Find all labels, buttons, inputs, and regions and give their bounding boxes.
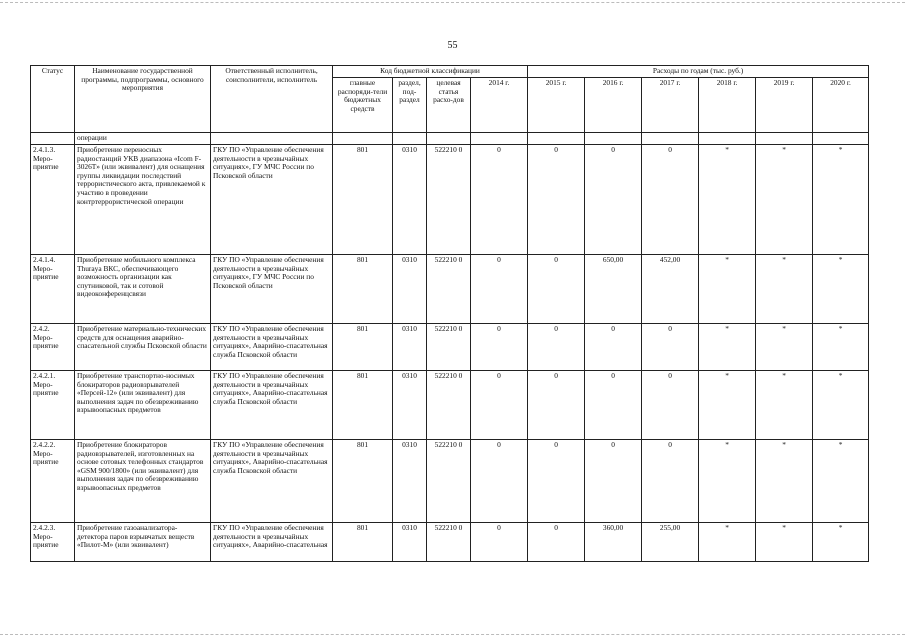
row-status — [31, 145, 75, 255]
row-name: Приобретение материально-технических средств для оснащения аварийно-спасательной службы Псковской области — [75, 324, 211, 371]
row-rzpr: 0310 — [393, 255, 427, 324]
header-status: Статус — [31, 66, 75, 133]
scan-edge-bottom — [0, 634, 905, 635]
row-value-2016: 0 — [585, 145, 642, 255]
row-csr: 522210 0 — [427, 523, 471, 562]
row-value-2020: * — [813, 371, 869, 440]
row-csr: 522210 0 — [427, 145, 471, 255]
row-status — [31, 255, 75, 324]
row-executor: ГКУ ПО «Управление обеспечения деятельности в чрезвычайных ситуациях», Аварийно-спасательная служба Псковской области — [211, 371, 333, 440]
header-year-2019: 2019 г. — [756, 78, 813, 133]
header-year-2018: 2018 г. — [699, 78, 756, 133]
header-gr: главные распоряди-тели бюджетных средств — [333, 78, 393, 133]
row-status-label: Меро-приятие — [33, 448, 59, 467]
header-year-2015: 2015 г. — [528, 78, 585, 133]
row-value-2015: 0 — [528, 440, 585, 523]
row-status-label: Меро-приятие — [33, 153, 59, 172]
row-value-2019: * — [756, 523, 813, 562]
row-value-2016: 0 — [585, 371, 642, 440]
table-row — [31, 523, 869, 562]
budget-table — [30, 65, 869, 562]
row-value-2016: 650,00 — [585, 255, 642, 324]
row-gr: 801 — [333, 371, 393, 440]
row-gr: 801 — [333, 523, 393, 562]
row-value-2015: 0 — [528, 145, 585, 255]
row-csr: 522210 0 — [427, 324, 471, 371]
row-gr: 801 — [333, 145, 393, 255]
row-rzpr: 0310 — [393, 145, 427, 255]
row-name: Приобретение блокираторов радиовзрывателей, изготовленных на основе сотовых телефонных стандартов «GSM 900/1800» (или эквивалент) для выполнения задач по обезвреживанию взрывоопасных предметов — [75, 440, 211, 523]
row-value-2017: 0 — [642, 440, 699, 523]
row-value-2016: 0 — [585, 440, 642, 523]
row-value-2020: * — [813, 523, 869, 562]
row-rzpr: 0310 — [393, 324, 427, 371]
row-value-2019: * — [756, 145, 813, 255]
row-value-2014: 0 — [471, 255, 528, 324]
row-executor: ГКУ ПО «Управление обеспечения деятельности в чрезвычайных ситуациях», ГУ МЧС России по Псковской области — [211, 145, 333, 255]
row-value-2019: * — [756, 324, 813, 371]
header-year-2016: 2016 г. — [585, 78, 642, 133]
row-value-2020: * — [813, 255, 869, 324]
row-status-label: Меро-приятие — [33, 332, 59, 351]
row-rzpr: 0310 — [393, 371, 427, 440]
header-year-2020: 2020 г. — [813, 78, 869, 133]
row-value-2017: 452,00 — [642, 255, 699, 324]
row-status — [31, 523, 75, 562]
row-value-2017: 0 — [642, 145, 699, 255]
row-value-2019: * — [756, 440, 813, 523]
header-year-2014: 2014 г. — [471, 78, 528, 133]
header-csr: целевая статья расхо-дов — [427, 78, 471, 133]
row-value-2018: * — [699, 145, 756, 255]
row-code: 2.4.2.2. — [33, 440, 56, 449]
row-name: Приобретение газоанализатора-детектора паров взрывчатых веществ «Пилот-М» (или эквивалент) — [75, 523, 211, 562]
row-value-2018: * — [699, 255, 756, 324]
scan-edge-top — [0, 2, 905, 3]
row-value-2014: 0 — [471, 371, 528, 440]
row-code: 2.4.1.3. — [33, 145, 56, 154]
row-csr: 522210 0 — [427, 440, 471, 523]
row-code: 2.4.2.3. — [33, 523, 56, 532]
row-rzpr: 0310 — [393, 440, 427, 523]
row-gr: 801 — [333, 255, 393, 324]
header-rzpr: раздел, под-раздел — [393, 78, 427, 133]
row-value-2020: * — [813, 145, 869, 255]
row-executor: ГКУ ПО «Управление обеспечения деятельности в чрезвычайных ситуациях», Аварийно-спасательная — [211, 523, 333, 562]
header-executor: Ответственный исполнитель, соисполнители, исполнитель — [211, 66, 333, 133]
row-executor: ГКУ ПО «Управление обеспечения деятельности в чрезвычайных ситуациях», Аварийно-спасательная служба Псковской области — [211, 324, 333, 371]
row-value-2016: 360,00 — [585, 523, 642, 562]
row-status — [31, 371, 75, 440]
table-row — [31, 440, 869, 523]
row-value-2020: * — [813, 440, 869, 523]
header-budget-code: Код бюджетной классификации — [333, 66, 528, 78]
row-value-2019: * — [756, 255, 813, 324]
row-code: 2.4.2.1. — [33, 371, 56, 380]
row-executor: ГКУ ПО «Управление обеспечения деятельности в чрезвычайных ситуациях», Аварийно-спасательная служба Псковской области — [211, 440, 333, 523]
row-code: 2.4.1.4. — [33, 255, 56, 264]
row-value-2015: 0 — [528, 523, 585, 562]
row-status-label: Меро-приятие — [33, 531, 59, 550]
row-gr: 801 — [333, 324, 393, 371]
table-row-continuation — [31, 133, 869, 145]
header-name: Наименование государственной программы, подпрограммы, основного мероприятия — [75, 66, 211, 133]
row-rzpr: 0310 — [393, 523, 427, 562]
row-value-2014: 0 — [471, 440, 528, 523]
row-value-2015: 0 — [528, 371, 585, 440]
row-value-2014: 0 — [471, 523, 528, 562]
row-gr: 801 — [333, 440, 393, 523]
header-expenses: Расходы по годам (тыс. руб.) — [528, 66, 869, 78]
row-name: Приобретение мобильного комплекса Thuraya ВКС, обеспечивающего возможность организации как спутниковой, так и сотовой видеоконференцсвязи — [75, 255, 211, 324]
row-value-2015: 0 — [528, 324, 585, 371]
row-code: 2.4.2. — [33, 324, 50, 333]
page-number: 55 — [447, 40, 458, 51]
row-csr: 522210 0 — [427, 371, 471, 440]
header-year-2017: 2017 г. — [642, 78, 699, 133]
row-value-2015: 0 — [528, 255, 585, 324]
row-executor: ГКУ ПО «Управление обеспечения деятельности в чрезвычайных ситуациях», ГУ МЧС России по Псковской области — [211, 255, 333, 324]
row-value-2018: * — [699, 324, 756, 371]
table-row — [31, 145, 869, 255]
row-value-2014: 0 — [471, 145, 528, 255]
row-value-2018: * — [699, 523, 756, 562]
row-value-2017: 0 — [642, 324, 699, 371]
row-csr: 522210 0 — [427, 255, 471, 324]
row-value-2018: * — [699, 440, 756, 523]
row-status-label: Меро-приятие — [33, 379, 59, 398]
continuation-text: операции — [75, 133, 211, 145]
row-status-label: Меро-приятие — [33, 263, 59, 282]
row-value-2020: * — [813, 324, 869, 371]
table-row — [31, 371, 869, 440]
row-value-2018: * — [699, 371, 756, 440]
row-value-2016: 0 — [585, 324, 642, 371]
table-row — [31, 255, 869, 324]
row-status — [31, 324, 75, 371]
row-name: Приобретение переносных радиостанций УКВ диапазона «Icom F-3026T» (или эквивалент) для оснащения группы ликвидации последствий террористического акта, привлекаемой к участию в проведении контртеррористической операции — [75, 145, 211, 255]
row-status — [31, 440, 75, 523]
row-value-2019: * — [756, 371, 813, 440]
row-value-2017: 0 — [642, 371, 699, 440]
row-value-2014: 0 — [471, 324, 528, 371]
row-name: Приобретение транспортно-носимых блокираторов радиовзрывателей «Персей-12» (или эквивалент) для выполнения задач по обезвреживанию взрывоопасных предметов — [75, 371, 211, 440]
table-row — [31, 324, 869, 371]
row-value-2017: 255,00 — [642, 523, 699, 562]
